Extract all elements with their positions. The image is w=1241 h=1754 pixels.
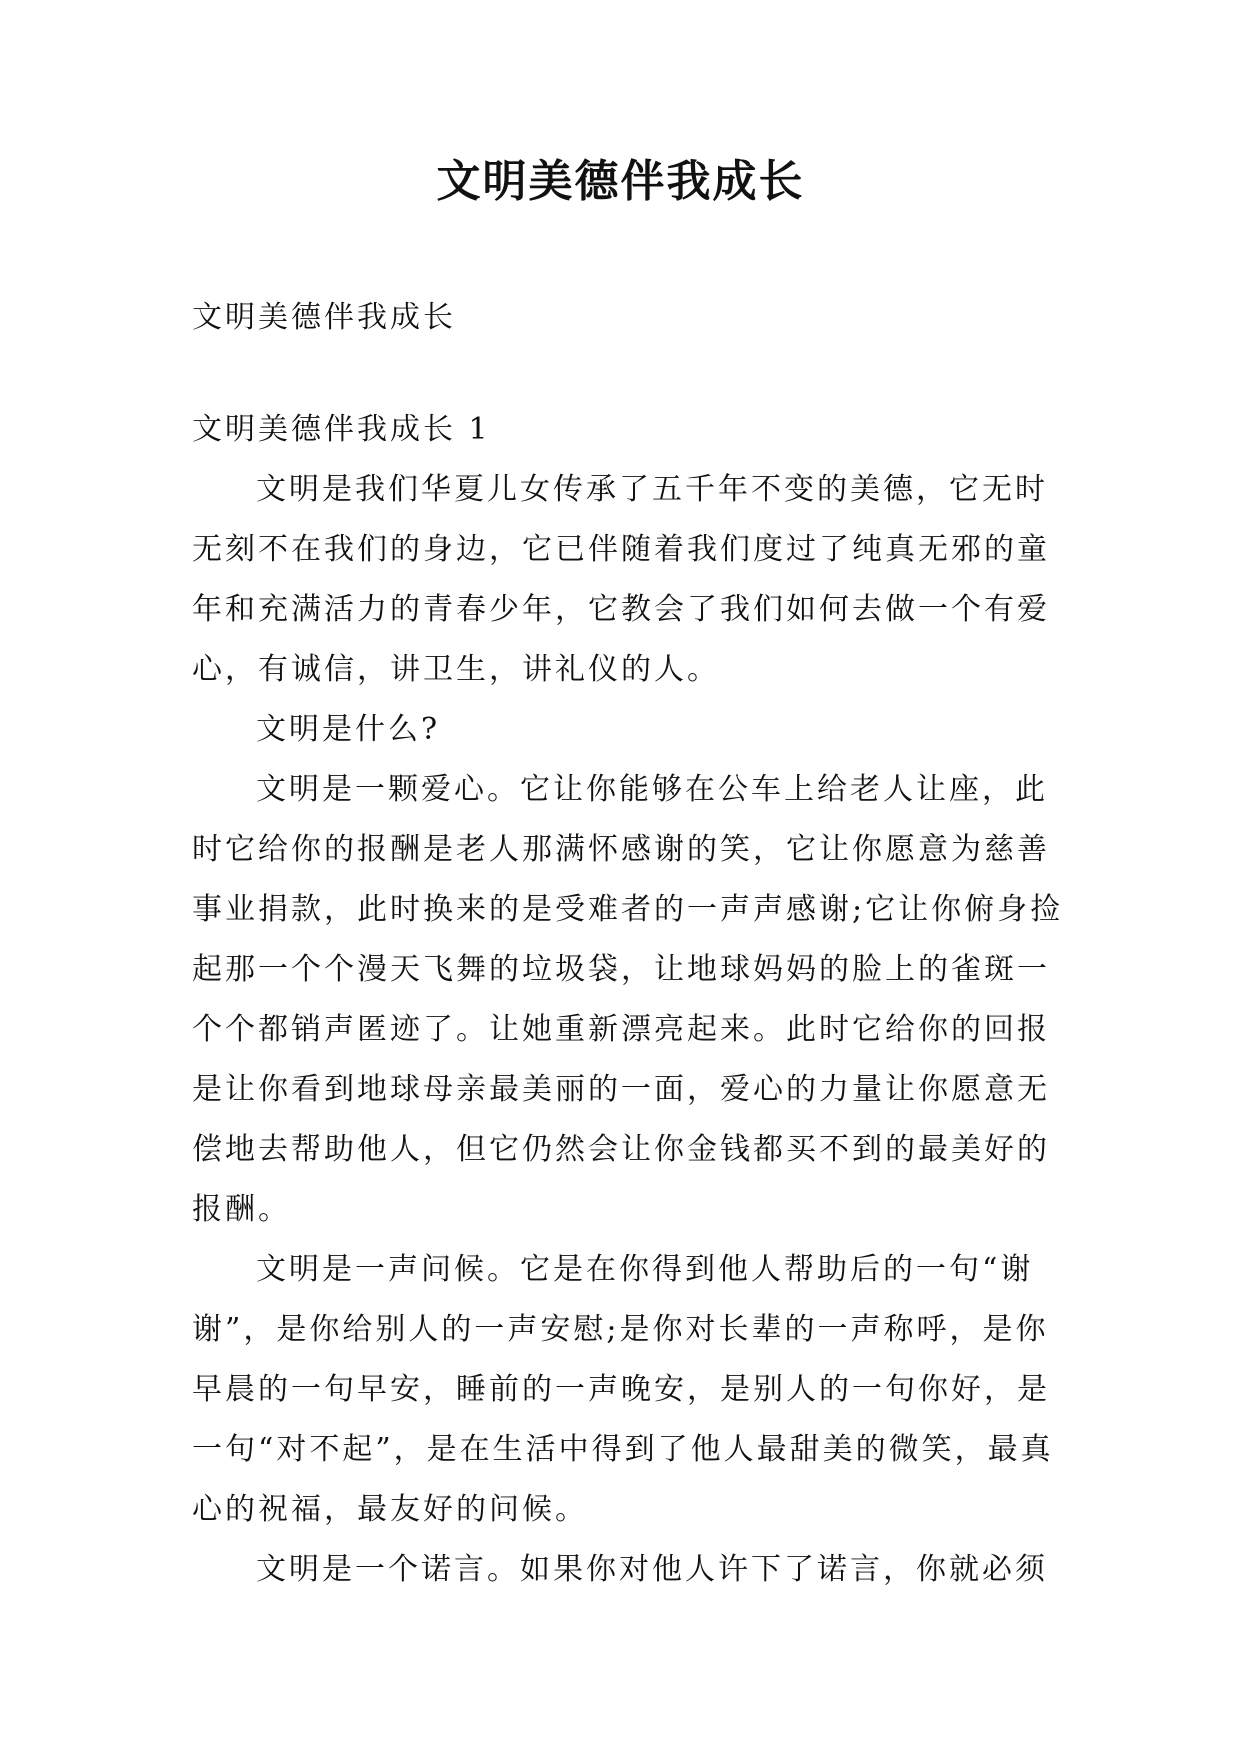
paragraph: 文明是我们华夏儿女传承了五千年不变的美德，它无时无刻不在我们的身边，它已伴随着我们度过了纯真无邪的童年和充满活力的青春少年，它教会了我们如何去做一个有爱心，有诚信，讲卫生，讲礼仪的人。 (192, 472, 1050, 687)
paragraph: 文明是一个诺言。如果你对他人许下了诺言，你就必须 (256, 1552, 1048, 1587)
document-body (192, 288, 1072, 1600)
paragraph: 文明是什么? (256, 712, 441, 747)
document-subtitle: 文明美德伴我成长 (192, 300, 456, 335)
paragraph: 文明是一颗爱心。它让你能够在公车上给老人让座，此时它给你的报酬是老人那满怀感谢的笑，它让你愿意为慈善事业捐款，此时换来的是受难者的一声声感谢;它让你俯身捡起那一个个漫天飞舞的垃圾袋，让地球妈妈的脸上的雀斑一个个都销声匿迹了。让她重新漂亮起来。此时它给你的回报是让你看到地球母亲最美丽的一面，爱心的力量让你愿意无偿地去帮助他人，但它仍然会让你金钱都买不到的最美好的报酬。 (192, 772, 1064, 1227)
section-heading: 文明美德伴我成长 1 (192, 412, 491, 447)
document-title: 文明美德伴我成长 (436, 156, 805, 207)
paragraph: 文明是一声问候。它是在你得到他人帮助后的一句“谢谢”，是你给别人的一声安慰;是你对长辈的一声称呼，是你早晨的一句早安，睡前的一声晚安，是别人的一句你好，是一句“对不起”，是在生活中得到了他人最甜美的微笑，最真心的祝福，最友好的问候。 (192, 1252, 1054, 1527)
